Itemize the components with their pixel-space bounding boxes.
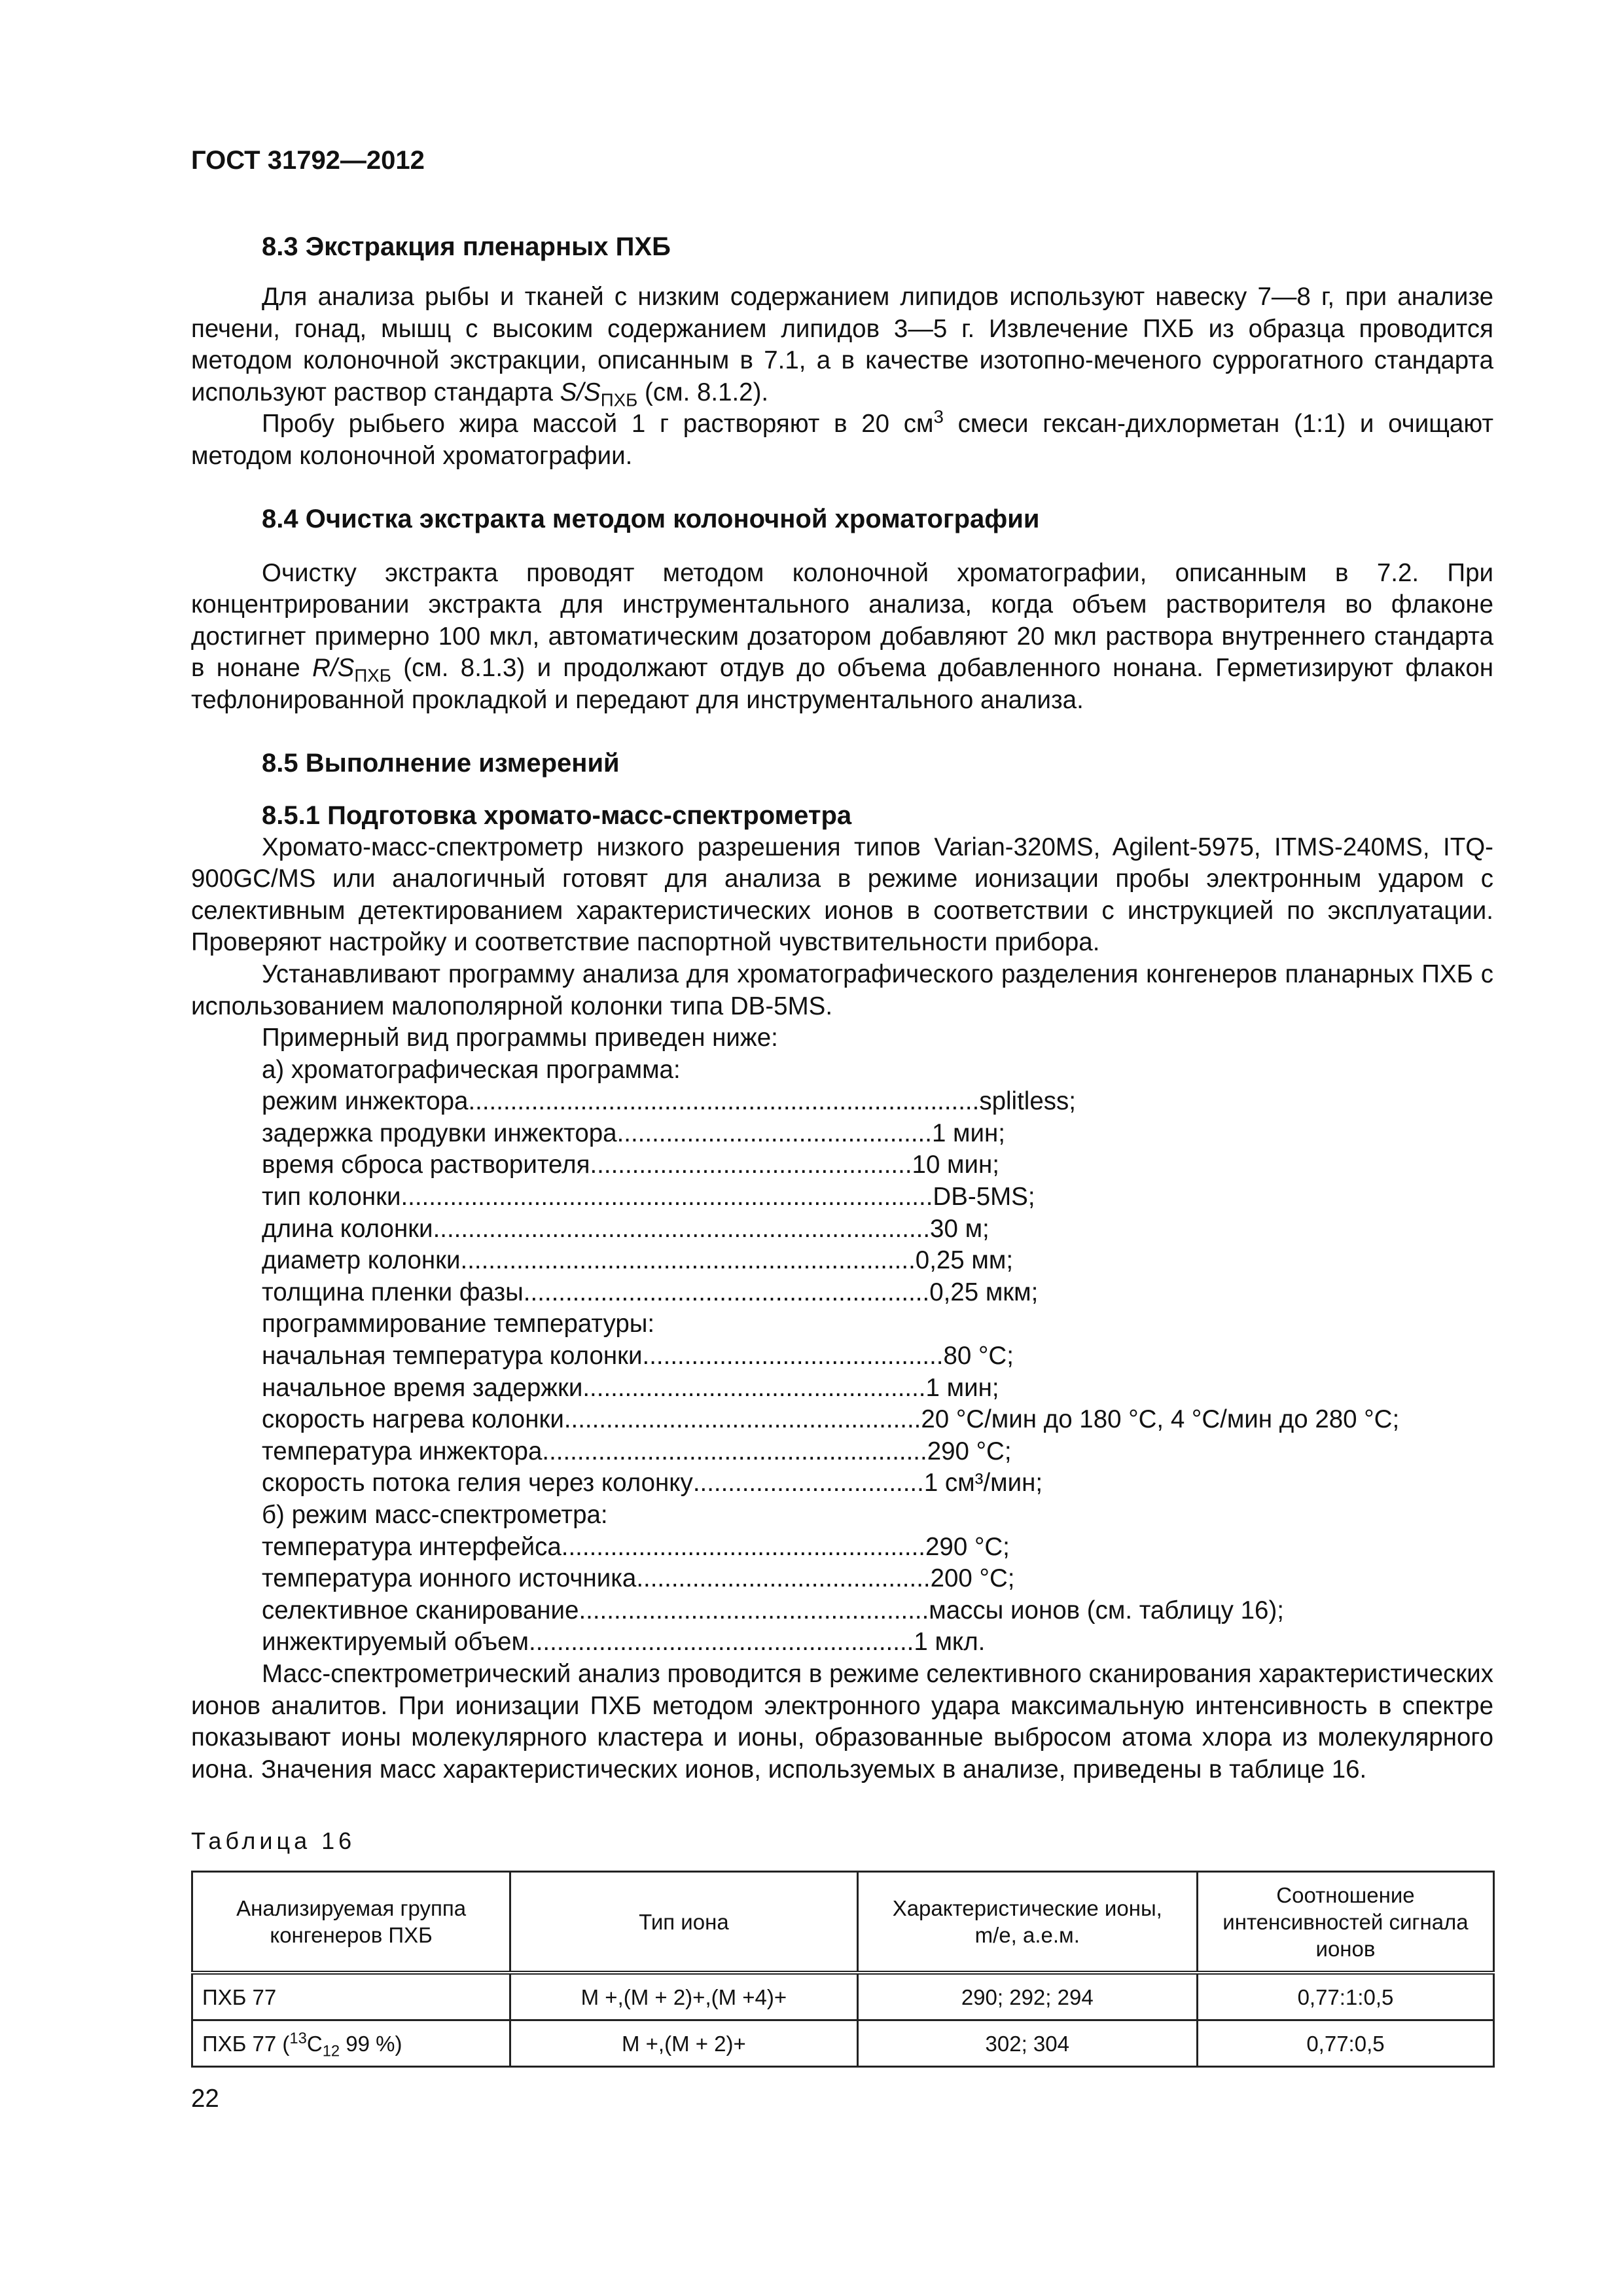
program-parameter-row (262, 1181, 1493, 1213)
standard-symbol: S/S (560, 378, 601, 406)
parameter-label: толщина пленки фазы (262, 1278, 524, 1306)
parameter-value: 200 °С; (930, 1564, 1015, 1593)
parameter-value: 0,25 мкм; (929, 1278, 1039, 1306)
standard-symbol: R/S (312, 654, 355, 683)
list-b-title: б) режим масс-спектрометра: (262, 1501, 608, 1529)
table-cell (192, 2020, 510, 2067)
ion-masses-table (191, 1871, 1495, 2068)
table-cell: М +,(М + 2)+,(М +4)+ (510, 1973, 857, 2020)
dot-leader: ......................................................................... (468, 1087, 980, 1116)
parameter-value: 290 °С; (927, 1437, 1012, 1465)
chromatography-program-list (262, 1086, 1493, 1499)
program-parameter-row (262, 1213, 1493, 1246)
program-parameter-row (262, 1086, 1493, 1118)
parameter-label: температура инжектора (262, 1437, 543, 1465)
parameter-label: тип колонки (262, 1183, 401, 1211)
table-caption: Таблица 16 (191, 1827, 356, 1855)
section-8-3-title: 8.3 Экстракция пленарных ПХБ (262, 232, 671, 261)
table-header-cell: Тип иона (510, 1872, 857, 1973)
program-parameters (191, 1022, 1493, 1659)
program-parameter-row (262, 1118, 1493, 1150)
dot-leader: .................................................... (561, 1532, 926, 1561)
parameter-value: 0,25 мм; (915, 1246, 1014, 1275)
text-run: Очистку экстракта проводят методом колоночной хроматографии, описанным в 7.2. При концентрировании экстракта для инструментального анализа, когда объем растворителя во флаконе достигнет примерно 100 мкл, автоматическим дозатором добавляют 20 мкл раствора внутреннего стандарта в нонане (191, 558, 1493, 683)
section-8-3-paragraph-1 (191, 281, 1493, 408)
standard-subscript: ПХБ (600, 389, 638, 410)
isotope-superscript: 13 (289, 2029, 307, 2047)
table-cell: 302; 304 (857, 2020, 1197, 2067)
program-parameter-row (262, 1372, 1493, 1405)
section-8-3-paragraph-2 (191, 408, 1493, 472)
parameter-label: начальная температура колонки (262, 1342, 643, 1371)
parameter-label: диаметр колонки (262, 1246, 461, 1275)
dot-leader: ................................................................. (460, 1246, 916, 1275)
table-header-cell: Соотношение интенсивностей сигнала ионов (1197, 1872, 1493, 1973)
table-cell: 0,77:1:0,5 (1197, 1973, 1493, 2020)
text-run: Пробу рыбьего жира массой 1 г растворяют в 20 см (262, 410, 934, 439)
program-parameter-row (262, 1308, 1493, 1340)
parameter-value: 10 мин; (912, 1151, 999, 1179)
atom-count-subscript: 12 (322, 2042, 340, 2060)
program-parameter-row (262, 1245, 1493, 1277)
table-header-cell: Анализируемая группа конгенеров ПХБ (192, 1872, 510, 1973)
text-run: С (306, 2031, 323, 2056)
parameter-value: 1 см³/мин; (923, 1469, 1043, 1498)
text-run: (см. 8.1.2). (637, 378, 769, 406)
text-run: (см. 8.1.3) и продолжают отдув до объема добавленного нонана. Герметизируют флакон тефлонированной прокладкой и передают для инструментального анализа. (191, 654, 1493, 714)
text-run: 99 %) (340, 2031, 402, 2056)
program-parameter-row (262, 1277, 1493, 1309)
parameter-value: DB-5MS; (933, 1183, 1035, 1211)
section-8-5-1-paragraph-3: Масс-спектрометрический анализ проводится в режиме селективного сканирования характеристических ионов аналитов. При ионизации ПХБ методом электронного удара максимальную интенсивность в спектре показывают ионы молекулярного кластера и ионы, образованные выбросом атома хлора из молекулярного иона. Значения масс характеристических ионов, используемых в анализе, приведены в таблице 16. (191, 1659, 1493, 1784)
parameter-value: 80 °С; (943, 1342, 1014, 1371)
text-run: ПХБ 77 ( (202, 2031, 290, 2056)
dot-leader: ....................................................... (529, 1628, 914, 1657)
parameter-label: селективное сканирование (262, 1596, 579, 1624)
dot-leader: ....................................................................... (433, 1214, 931, 1243)
program-intro: Примерный вид программы приведен ниже: (262, 1024, 778, 1052)
parameter-value: 30 м; (930, 1214, 990, 1243)
dot-leader: ....................................................... (542, 1437, 927, 1465)
parameter-value: 20 °С/мин до 180 °С, 4 °С/мин до 280 °С; (921, 1405, 1400, 1434)
section-8-4-title: 8.4 Очистка экстракта методом колоночной хроматографии (262, 504, 1040, 533)
parameter-label: задержка продувки инжектора (262, 1119, 617, 1147)
program-parameter-row (262, 1404, 1493, 1436)
parameter-label: программирование температуры: (262, 1310, 655, 1338)
table-cell: ПХБ 77 (192, 1973, 510, 2020)
parameter-value: 1 мкл. (914, 1628, 986, 1657)
section-8-4-paragraph-1 (191, 558, 1493, 717)
parameter-label: режим инжектора (262, 1087, 469, 1116)
text-run: смеси гексан-дихлорметан (1:1) и очищают методом колоночной хроматографии. (191, 410, 1494, 470)
parameter-label: температура ионного источника (262, 1564, 637, 1593)
parameter-label: скорость потока гелия через колонку (262, 1469, 693, 1498)
section-8-5-1-paragraph-1: Хромато-масс-спектрометр низкого разрешения типов Varian-320MS, Agilent-5975, ITMS-240MS, ITQ-900GC/MS или аналогичный готовят для анализа в режиме ионизации пробы электронным ударом с селективным детектированием характеристических ионов в соответствии с инструкцией по эксплуатации. Проверяют настройку и соответствие паспортной чувствительности прибора. (191, 833, 1493, 957)
parameter-label: время сброса растворителя (262, 1151, 590, 1179)
table-header-cell: Характеристические ионы, m/e, а.е.м. (857, 1872, 1197, 1973)
dot-leader: ................................................. (582, 1373, 926, 1402)
section-8-5-title: 8.5 Выполнение измерений (262, 748, 620, 778)
program-parameter-row (262, 1563, 1493, 1595)
list-a-title: а) хроматографическая программа: (262, 1055, 681, 1084)
table-cell: 0,77:0,5 (1197, 2020, 1493, 2067)
parameter-value: массы ионов (см. таблицу 16); (929, 1596, 1284, 1624)
document-code-header: ГОСТ 31792—2012 (191, 146, 425, 175)
section-8-5-1-title: 8.5.1 Подготовка хромато-масс-спектрометра (262, 800, 852, 830)
dot-leader: ................................. (692, 1469, 924, 1498)
table-cell: М +,(М + 2)+ (510, 2020, 857, 2067)
program-parameter-row (262, 1626, 1493, 1659)
table-cell: 290; 292; 294 (857, 1973, 1197, 2020)
parameter-value: 1 мин; (925, 1373, 999, 1402)
parameter-label: температура интерфейса (262, 1532, 562, 1561)
program-parameter-row (262, 1467, 1493, 1499)
program-parameter-row (262, 1532, 1493, 1564)
parameter-label: длина колонки (262, 1214, 433, 1243)
dot-leader: ........................................... (642, 1342, 944, 1371)
parameter-label: инжектируемый объем (262, 1628, 529, 1657)
table-row (192, 2020, 1494, 2067)
dot-leader: ................................................... (563, 1405, 921, 1434)
program-parameter-row (262, 1436, 1493, 1468)
dot-leader: .............................................. (590, 1151, 912, 1179)
parameter-label: начальное время задержки (262, 1373, 583, 1402)
parameter-value: 290 °С; (925, 1532, 1010, 1561)
program-parameter-row (262, 1149, 1493, 1181)
standard-subscript: ПХБ (354, 666, 391, 687)
dot-leader: .................................................. (579, 1596, 929, 1624)
dot-leader: .......................................... (636, 1564, 931, 1593)
page-number: 22 (191, 2085, 219, 2113)
section-8-5-1-paragraph-2: Устанавливают программу анализа для хроматографического разделения конгенеров планарных ПХБ с использованием малополярной колонки типа DB-5MS. (191, 960, 1493, 1020)
dot-leader: ............................................................................ (401, 1183, 933, 1211)
text-run: Для анализа рыбы и тканей с низким содержанием липидов используют навеску 7—8 г, при анализе печени, гонад, мышц с высоким содержанием липидов 3—5 г. Извлечение ПХБ из образца проводится методом колоночной экстракции, описанным в 7.1, а в качестве изотопно-меченого суррогатного стандарта используют раствор стандарта (191, 283, 1493, 406)
program-parameter-row (262, 1595, 1493, 1627)
parameter-label: скорость нагрева колонки (262, 1405, 564, 1434)
dot-leader: .......................................................... (523, 1278, 930, 1306)
parameter-value: splitless; (979, 1087, 1076, 1116)
mass-spec-mode-list (262, 1532, 1493, 1659)
program-parameter-row (262, 1340, 1493, 1372)
dot-leader: ............................................. (616, 1119, 932, 1147)
cubic-superscript: 3 (933, 406, 944, 427)
table-header-row (192, 1872, 1494, 1973)
document-page (191, 144, 1493, 2115)
table-row (192, 1973, 1494, 2020)
parameter-value: 1 мин; (931, 1119, 1005, 1147)
